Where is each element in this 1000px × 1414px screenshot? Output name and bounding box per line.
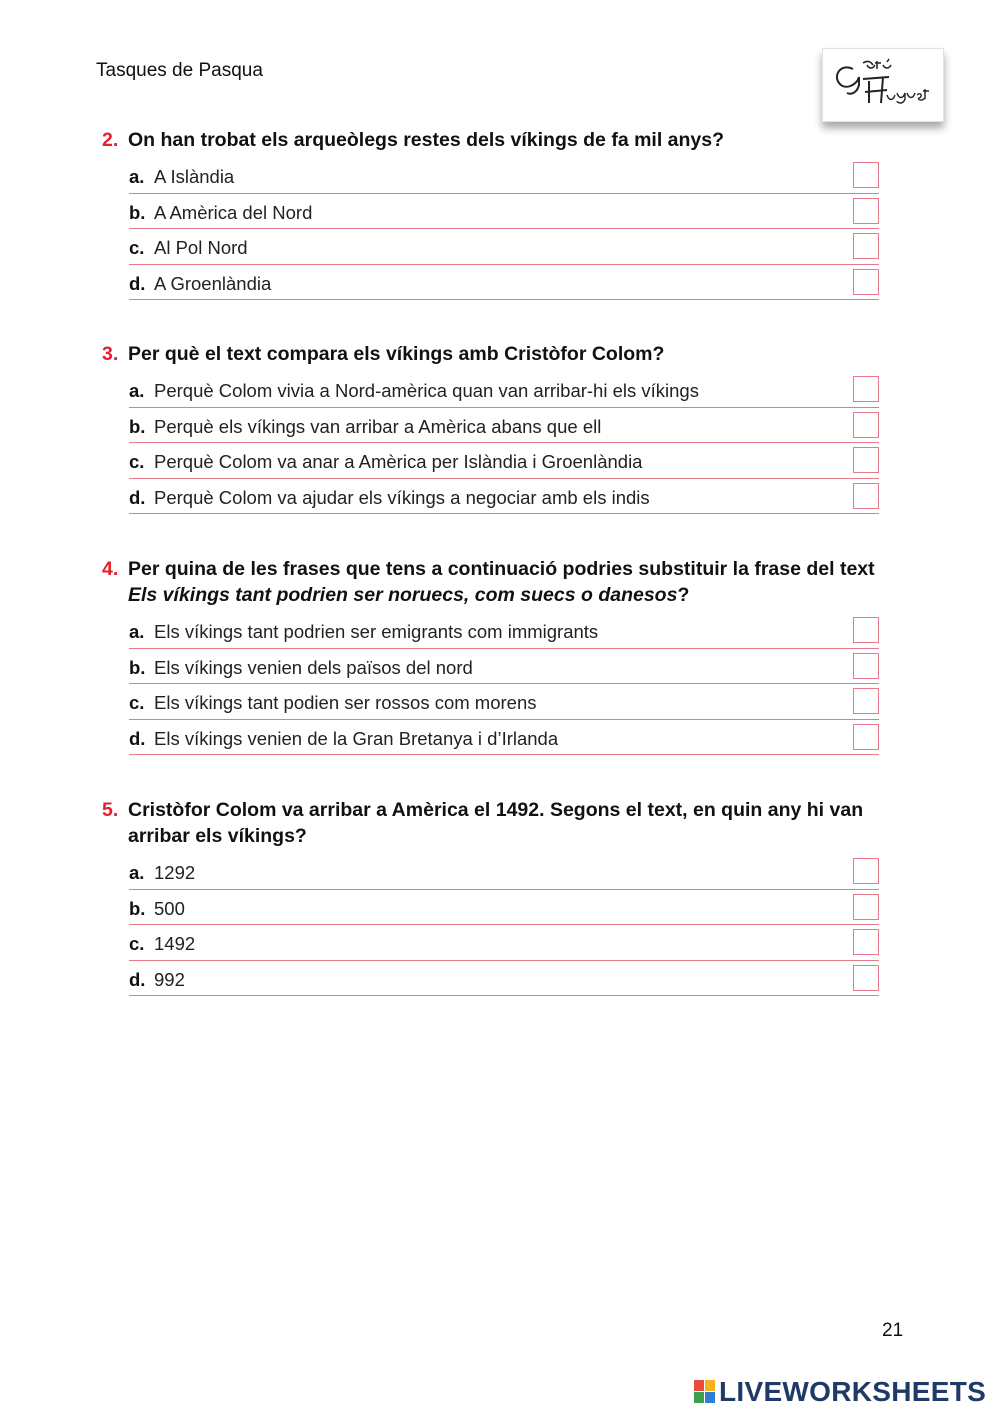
option-label: Al Pol Nord — [154, 237, 248, 258]
option-row — [129, 722, 882, 758]
answer-checkbox[interactable] — [853, 198, 879, 224]
option-letter: a. — [129, 166, 145, 187]
question-text: Per què el text compara els víkings amb Cristòfor Colom? — [128, 343, 665, 365]
option-label: Els víkings venien dels països del nord — [154, 656, 473, 678]
logo-signature-icon — [823, 49, 943, 121]
option-underline — [129, 478, 879, 479]
option-label: 1292 — [154, 862, 196, 883]
option-letter: d. — [129, 968, 146, 990]
answer-checkbox[interactable] — [853, 483, 879, 509]
liveworksheets-logo-icon — [694, 1380, 716, 1404]
option-letter: b. — [129, 201, 146, 223]
option-underline — [129, 442, 879, 443]
option-row — [129, 892, 882, 928]
question-4 — [102, 556, 882, 757]
option-underline — [129, 228, 879, 229]
answer-checkbox[interactable] — [853, 858, 879, 884]
option-row — [129, 374, 882, 410]
question-number: 4. — [102, 558, 119, 580]
answer-checkbox[interactable] — [853, 617, 879, 643]
answer-checkbox[interactable] — [853, 233, 879, 259]
option-letter: a. — [129, 380, 145, 401]
answer-checkbox[interactable] — [853, 412, 879, 438]
option-row — [129, 267, 882, 303]
answer-checkbox[interactable] — [853, 269, 879, 295]
option-letter: b. — [129, 897, 146, 919]
option-underline — [129, 299, 879, 300]
option-letter: c. — [129, 451, 145, 472]
option-underline — [129, 960, 879, 961]
school-logo — [822, 48, 944, 122]
option-letter: a. — [129, 621, 145, 642]
answer-checkbox[interactable] — [853, 162, 879, 188]
option-underline — [129, 889, 879, 890]
question-5 — [102, 797, 882, 998]
question-text-quote: Els víkings tant podrien ser noruecs, com suecs o danesos — [128, 584, 678, 606]
question-text: Cristòfor Colom va arribar a Amèrica el 1492. Segons el text, en quin any hi van arribar els víkings? — [128, 799, 864, 847]
answer-checkbox[interactable] — [853, 688, 879, 714]
option-row — [129, 445, 882, 481]
option-underline — [129, 264, 879, 265]
option-underline — [129, 407, 879, 408]
question-text-after: ? — [677, 584, 690, 606]
option-underline — [129, 193, 879, 194]
option-label: 1492 — [154, 933, 196, 954]
option-label: Perquè Colom vivia a Nord-amèrica quan van arribar-hi els víkings — [154, 380, 699, 401]
option-letter: d. — [129, 486, 146, 508]
question-text — [128, 556, 882, 608]
page-header-title: Tasques de Pasqua — [96, 60, 263, 81]
option-label: Els víkings venien de la Gran Bretanya i d’Irlanda — [154, 727, 559, 749]
option-row — [129, 963, 882, 999]
option-label: Perquè Colom va anar a Amèrica per Islàndia i Groenlàndia — [154, 451, 643, 472]
answer-checkbox[interactable] — [853, 894, 879, 920]
option-label: Els víkings tant podien ser rossos com morens — [154, 692, 537, 713]
option-row — [129, 231, 882, 267]
option-row — [129, 196, 882, 232]
answer-checkbox[interactable] — [853, 929, 879, 955]
page-number: 21 — [882, 1320, 904, 1341]
option-row — [129, 651, 882, 687]
option-row — [129, 410, 882, 446]
question-text-before: Per quina de les frases que tens a continuació podries substituir la frase del text — [128, 558, 875, 580]
option-label: A Amèrica del Nord — [154, 201, 313, 223]
question-number: 2. — [102, 129, 119, 151]
option-row — [129, 686, 882, 722]
option-label: Perquè els víkings van arribar a Amèrica abans que ell — [154, 415, 602, 437]
option-row — [129, 615, 882, 651]
answer-checkbox[interactable] — [853, 376, 879, 402]
option-row — [129, 927, 882, 963]
question-text: On han trobat els arqueòlegs restes dels víkings de fa mil anys? — [128, 129, 725, 151]
answer-checkbox[interactable] — [853, 965, 879, 991]
option-letter: d. — [129, 272, 146, 294]
option-letter: c. — [129, 237, 145, 258]
question-number: 3. — [102, 343, 119, 365]
option-letter: a. — [129, 862, 145, 883]
question-number: 5. — [102, 799, 119, 821]
option-underline — [129, 924, 879, 925]
liveworksheets-brand — [694, 1376, 986, 1408]
brand-text: LIVEWORKSHEETS — [719, 1376, 987, 1407]
answer-checkbox[interactable] — [853, 724, 879, 750]
option-row — [129, 160, 882, 196]
answer-checkbox[interactable] — [853, 653, 879, 679]
option-underline — [129, 648, 879, 649]
question-3 — [102, 341, 882, 516]
option-letter: d. — [129, 727, 146, 749]
answer-checkbox[interactable] — [853, 447, 879, 473]
option-underline — [129, 683, 879, 684]
option-label: 992 — [154, 968, 185, 990]
option-label: A Islàndia — [154, 166, 235, 187]
option-label: A Groenlàndia — [154, 272, 272, 294]
option-underline — [129, 513, 879, 514]
option-letter: b. — [129, 415, 146, 437]
option-underline — [129, 754, 879, 755]
option-label: Perquè Colom va ajudar els víkings a negociar amb els indis — [154, 486, 650, 508]
option-row — [129, 856, 882, 892]
option-underline — [129, 719, 879, 720]
option-letter: c. — [129, 692, 145, 713]
option-row — [129, 481, 882, 517]
question-2 — [102, 127, 882, 302]
option-underline — [129, 995, 879, 996]
option-label: Els víkings tant podrien ser emigrants com immigrants — [154, 621, 599, 642]
option-letter: c. — [129, 933, 145, 954]
option-label: 500 — [154, 897, 185, 919]
option-letter: b. — [129, 656, 146, 678]
